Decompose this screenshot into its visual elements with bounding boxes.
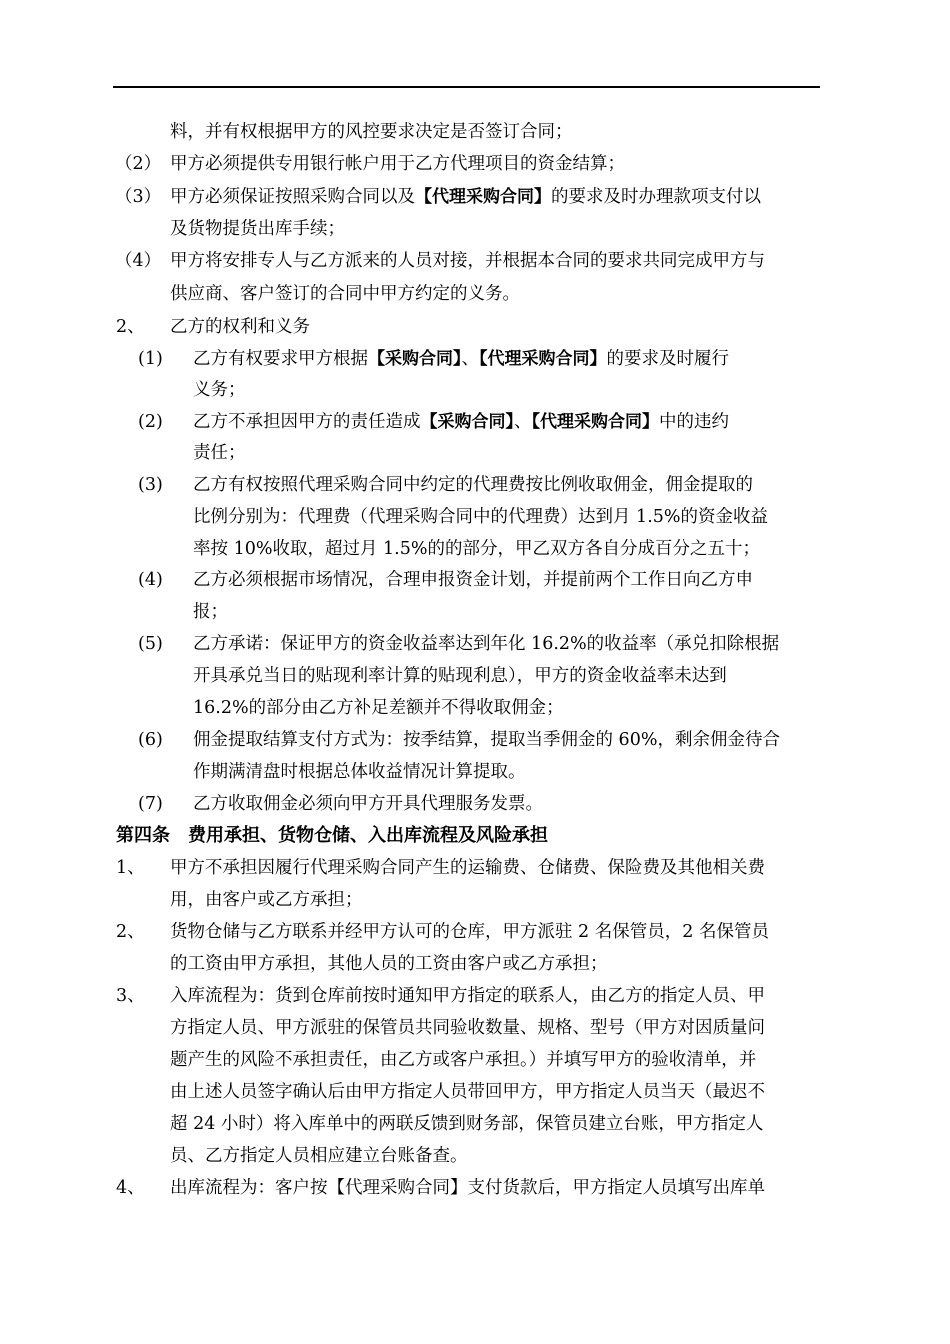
text-line: 甲方将安排专人与乙方派来的人员对接，并根据本合同的要求共同完成甲方与 xyxy=(170,251,765,271)
contract-name-bold: 【采购合同】 xyxy=(420,412,514,432)
section-title: 乙方的权利和义务 xyxy=(170,317,310,337)
text-line: 方指定人员、甲方派驻的保管员共同验收数量、规格、型号（甲方对因质量问 xyxy=(170,1018,765,1038)
item-number: 1、 xyxy=(116,858,145,878)
item-number: （4） xyxy=(115,251,162,271)
text-line: 员、乙方指定人员相应建立台账备查。 xyxy=(170,1146,468,1166)
text-line: 率按 10%收取，超过月 1.5%的的部分，甲乙双方各自分成百分之五十； xyxy=(193,539,760,559)
text-line: 甲方必须提供专用银行帐户用于乙方代理项目的资金结算； xyxy=(170,154,625,174)
text-run: 乙方有权要求甲方根据 xyxy=(193,349,368,369)
text-run: 的要求及时履行 xyxy=(606,349,729,369)
text-line: 乙方承诺：保证甲方的资金收益率达到年化 16.2%的收益率（承兑扣除根据 xyxy=(193,634,780,654)
text-line: 的工资由甲方承担，其他人员的工资由客户或乙方承担； xyxy=(170,954,608,974)
text-line: 比例分别为：代理费（代理采购合同中的代理费）达到月 1.5%的资金收益 xyxy=(193,507,769,527)
text-run: 甲方必须保证按照采购合同以及 xyxy=(170,187,415,207)
contract-name-bold: 【代理采购合同】 xyxy=(415,187,551,207)
text-line: 由上述人员签字确认后由甲方指定人员带回甲方，甲方指定人员当天（最迟不 xyxy=(170,1082,765,1102)
text-run: 、 xyxy=(461,349,479,369)
text-line: 佣金提取结算支付方式为：按季结算，提取当季佣金的 60%，剩余佣金待合 xyxy=(193,730,780,750)
item-number: (1) xyxy=(138,349,163,369)
article-heading: 第四条 费用承担、货物仓储、入出库流程及风险承担 xyxy=(116,825,548,846)
text-line: 乙方收取佣金必须向甲方开具代理服务发票。 xyxy=(193,794,543,814)
text-line: 入库流程为：货到仓库前按时通知甲方指定的联系人，由乙方的指定人员、甲 xyxy=(170,986,765,1006)
header-rule xyxy=(113,86,820,88)
item-number: (5) xyxy=(138,634,163,654)
item-number: (2) xyxy=(138,412,163,432)
text-line: 义务； xyxy=(193,380,246,400)
text-line: 开具承兑当日的贴现利率计算的贴现利息），甲方的资金收益率未达到 xyxy=(193,666,727,686)
text-line: 责任； xyxy=(193,443,246,463)
text-line: 16.2%的部分由乙方补足差额并不得收取佣金； xyxy=(193,698,564,718)
text-run: 、 xyxy=(514,412,532,432)
item-number: (6) xyxy=(138,730,163,750)
section-number: 2、 xyxy=(116,317,145,337)
text-line xyxy=(193,347,729,371)
text-run: 支付货款后，甲方指定人员填写出库单 xyxy=(467,1178,765,1198)
text-line: 料，并有权根据甲方的风控要求决定是否签订合同； xyxy=(170,122,573,142)
text-line: 作期满清盘时根据总体收益情况计算提取。 xyxy=(193,762,526,782)
text-line: 题产生的风险不承担责任，由乙方或客户承担。）并填写甲方的验收清单，并 xyxy=(170,1050,757,1070)
item-number: （3） xyxy=(115,187,162,207)
item-number: 3、 xyxy=(116,986,145,1006)
text-line: 甲方不承担因履行代理采购合同产生的运输费、仓储费、保险费及其他相关费 xyxy=(170,858,765,878)
text-line: 乙方必须根据市场情况，合理申报资金计划，并提前两个工作日向乙方申 xyxy=(193,570,753,590)
text-line: 货物仓储与乙方联系并经甲方认可的仓库，甲方派驻 2 名保管员，2 名保管员 xyxy=(170,922,769,942)
text-line xyxy=(170,185,761,209)
text-line: 及货物提货出库手续； xyxy=(170,219,345,239)
text-line: 供应商、客户签订的合同中甲方约定的义务。 xyxy=(170,284,520,304)
text-run: 出库流程为：客户按 xyxy=(170,1178,328,1198)
contract-name-bold: 【代理采购合同】 xyxy=(531,412,659,432)
item-number: 2、 xyxy=(116,922,145,942)
item-number: (4) xyxy=(138,570,163,590)
item-number: （2） xyxy=(115,154,162,174)
contract-name: 【代理采购合同】 xyxy=(327,1178,468,1198)
text-run: 的要求及时办理款项支付以 xyxy=(551,187,761,207)
text-line: 报； xyxy=(193,602,228,622)
text-run: 乙方不承担因甲方的责任造成 xyxy=(193,412,421,432)
item-number: (7) xyxy=(138,794,163,814)
text-line xyxy=(170,1176,765,1200)
contract-name-bold: 【采购合同】 xyxy=(368,349,462,369)
text-line: 用，由客户或乙方承担； xyxy=(170,890,363,910)
text-run: 中的违约 xyxy=(659,412,729,432)
text-line: 乙方有权按照代理采购合同中约定的代理费按比例收取佣金，佣金提取的 xyxy=(193,475,753,495)
contract-name-bold: 【代理采购合同】 xyxy=(479,349,607,369)
text-line: 超 24 小时）将入库单中的两联反馈到财务部，保管员建立台账，甲方指定人 xyxy=(170,1114,764,1134)
item-number: 4、 xyxy=(116,1178,145,1198)
text-line xyxy=(193,410,729,434)
item-number: (3) xyxy=(138,475,163,495)
